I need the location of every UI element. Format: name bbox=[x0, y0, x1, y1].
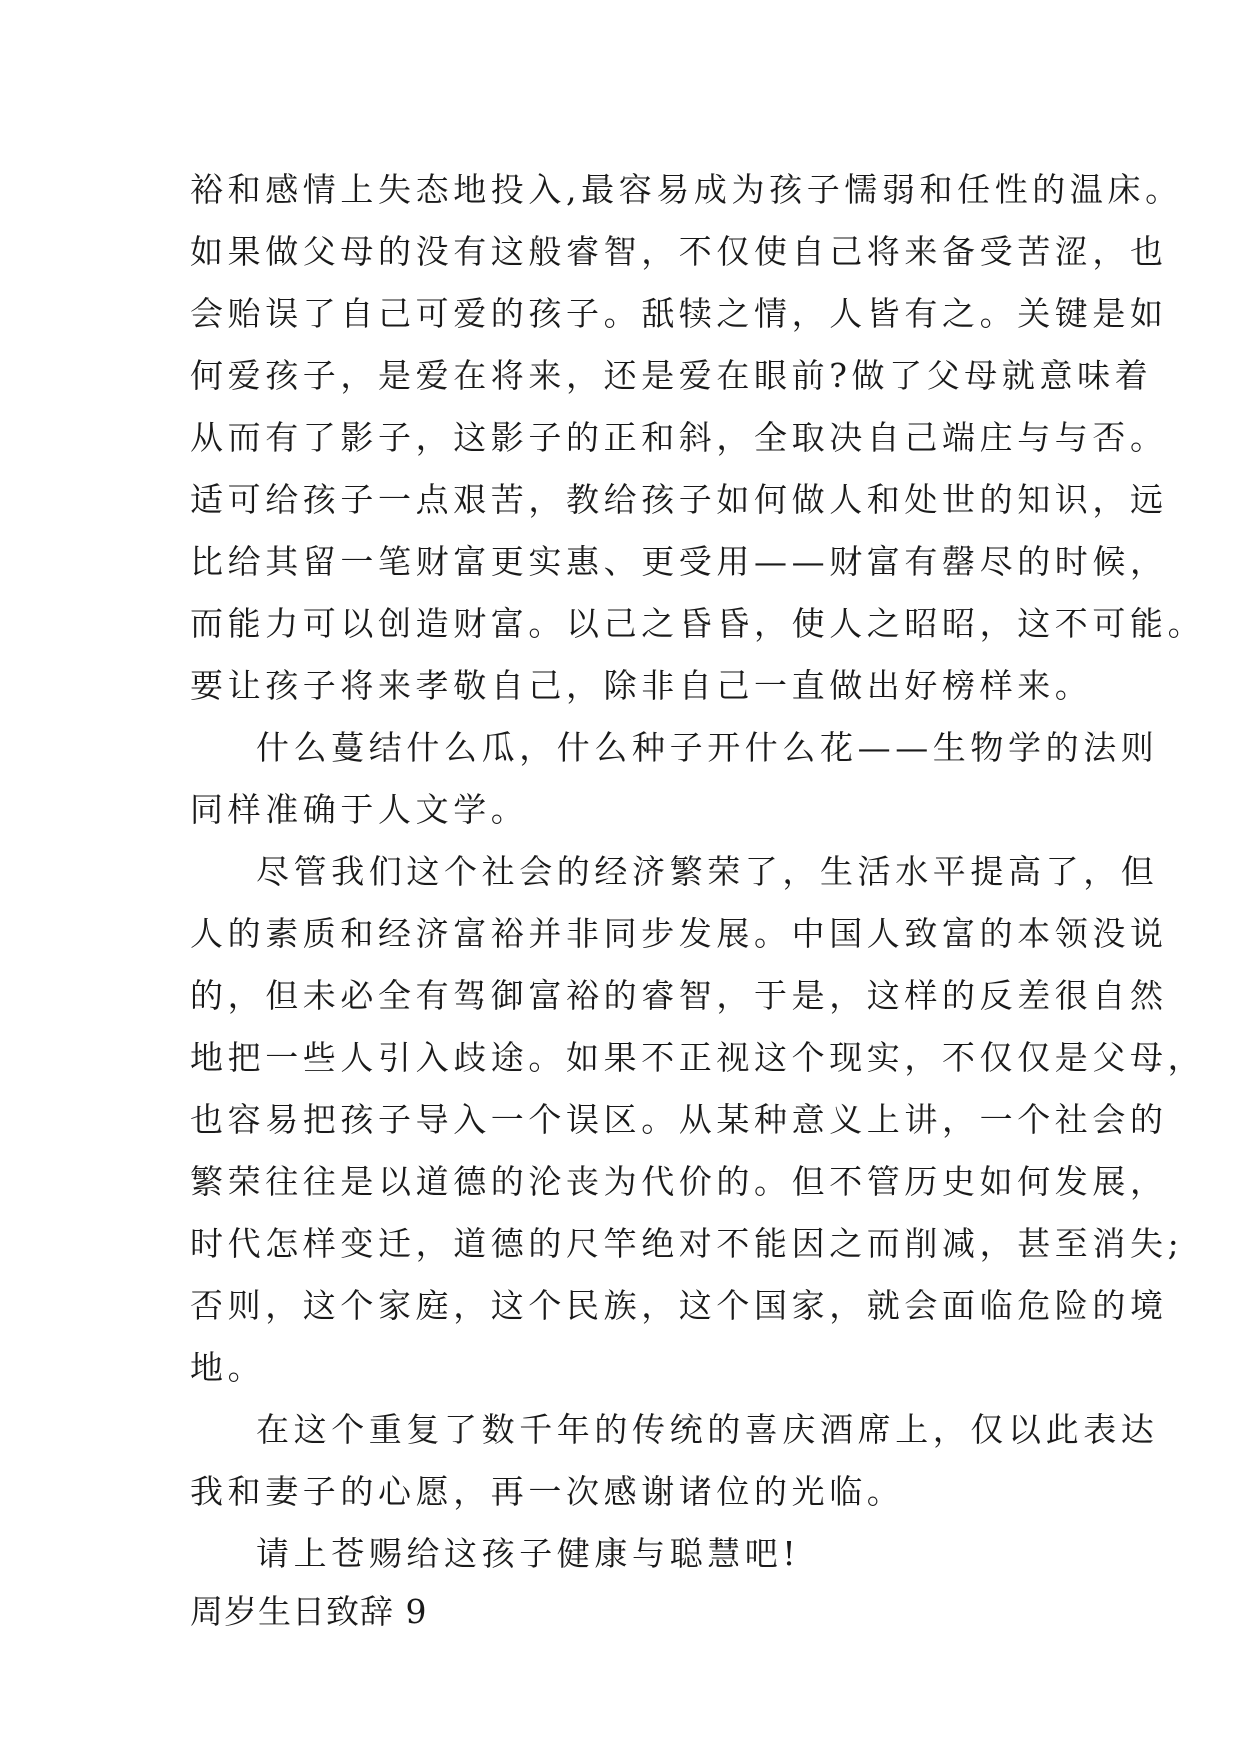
text-line: 尽管我们这个社会的经济繁荣了，生活水平提高了，但 bbox=[256, 852, 1159, 891]
text-line: 要让孩子将来孝敬自己，除非自己一直做出好榜样来。 bbox=[190, 666, 1093, 705]
text-line: 时代怎样变迁，道德的尺竿绝对不能因之而削减，甚至消失; bbox=[190, 1224, 1184, 1263]
text-line: 在这个重复了数千年的传统的喜庆酒席上，仅以此表达 bbox=[256, 1410, 1159, 1449]
text-line: 的，但未必全有驾御富裕的睿智，于是，这样的反差很自然 bbox=[190, 976, 1168, 1015]
text-line: 人的素质和经济富裕并非同步发展。中国人致富的本领没说 bbox=[190, 914, 1168, 953]
text-line: 而能力可以创造财富。以己之昏昏，使人之昭昭，这不可能。 bbox=[190, 604, 1206, 643]
text-line: 如果做父母的没有这般睿智，不仅使自己将来备受苦涩，也 bbox=[190, 232, 1168, 271]
text-line: 地把一些人引入歧途。如果不正视这个现实，不仅仅是父母， bbox=[190, 1038, 1206, 1077]
section-title: 周岁生日致辞 9 bbox=[190, 1592, 428, 1631]
text-line: 何爱孩子，是爱在将来，还是爱在眼前?做了父母就意味着 bbox=[190, 356, 1153, 395]
text-line: 繁荣往往是以道德的沦丧为代价的。但不管历史如何发展， bbox=[190, 1162, 1168, 1201]
text-line: 请上苍赐给这孩子健康与聪慧吧! bbox=[256, 1534, 801, 1573]
text-line: 我和妻子的心愿，再一次感谢诸位的光临。 bbox=[190, 1472, 905, 1511]
text-line: 裕和感情上失态地投入,最容易成为孩子懦弱和任性的温床。 bbox=[190, 170, 1183, 209]
text-line: 什么蔓结什么瓜，什么种子开什么花——生物学的法则 bbox=[256, 728, 1159, 767]
text-line: 比给其留一笔财富更实惠、更受用——财富有罄尽的时候， bbox=[190, 542, 1168, 581]
text-line: 会贻误了自己可爱的孩子。舐犊之情，人皆有之。关键是如 bbox=[190, 294, 1168, 333]
text-line: 从而有了影子，这影子的正和斜，全取决自己端庄与与否。 bbox=[190, 418, 1168, 457]
text-line: 同样准确于人文学。 bbox=[190, 790, 529, 829]
text-line: 也容易把孩子导入一个误区。从某种意义上讲，一个社会的 bbox=[190, 1100, 1168, 1139]
text-line: 适可给孩子一点艰苦，教给孩子如何做人和处世的知识，远 bbox=[190, 480, 1168, 519]
text-line: 地。 bbox=[190, 1348, 266, 1387]
text-line: 否则，这个家庭，这个民族，这个国家，就会面临危险的境 bbox=[190, 1286, 1168, 1325]
